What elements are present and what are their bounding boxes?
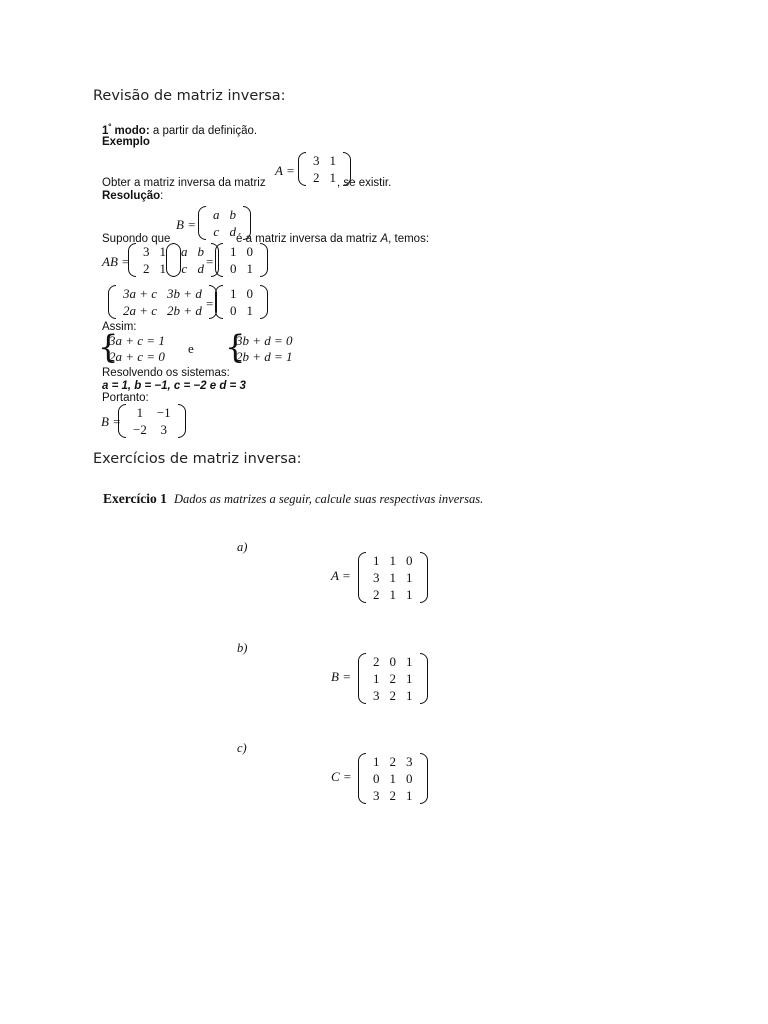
cell: 1	[373, 671, 380, 686]
product-matrix	[108, 285, 217, 319]
cell: 0	[389, 654, 396, 669]
mode-description: a partir da definição.	[152, 124, 258, 137]
cell: 1	[406, 570, 413, 585]
item-a-letter: a)	[237, 540, 248, 554]
item-a-label: A =	[331, 568, 351, 583]
cell: 2	[373, 654, 380, 669]
cell: a	[213, 207, 220, 222]
identity-matrix	[215, 243, 268, 277]
system-1-eq-2: 2a + c = 0	[109, 349, 165, 364]
cell: 1	[159, 261, 166, 276]
cell: b	[197, 244, 204, 259]
B-result-table	[128, 404, 176, 438]
item-c-matrix	[358, 753, 428, 804]
system-2-eq-1: 3b + d = 0	[236, 333, 293, 348]
product-table	[118, 285, 207, 319]
cell: 3b + d	[167, 286, 202, 301]
cell: 1	[329, 153, 336, 168]
item-c-table	[368, 753, 418, 804]
cell: 2	[373, 587, 380, 602]
cell: 1	[389, 553, 396, 568]
cell: 1	[406, 654, 413, 669]
cell: 0	[246, 286, 253, 301]
cell: −1	[156, 405, 171, 420]
cell: 1	[246, 261, 253, 276]
solution-text: a = 1, b = −1, c = −2 e d = 3	[102, 380, 246, 392]
cell: 1	[389, 570, 396, 585]
AB-label: AB =	[102, 254, 130, 269]
cell: 2	[389, 671, 396, 686]
cell: 1	[230, 286, 237, 301]
therefore-text: Portanto:	[102, 392, 149, 404]
mode-line	[102, 122, 257, 137]
cell: 0	[406, 553, 413, 568]
cell: 3	[143, 244, 150, 259]
obtain-text: Obter a matriz inversa da matriz	[102, 177, 266, 189]
item-b-letter: b)	[237, 641, 248, 655]
cell: c	[213, 224, 220, 239]
cell: c	[181, 261, 188, 276]
if-exists-text: , se existir.	[337, 177, 392, 189]
identity-matrix-2	[215, 285, 268, 319]
cell: 1	[136, 405, 144, 420]
cell: 3	[313, 153, 320, 168]
cell: d	[197, 261, 204, 276]
exercise-title: Exercício 1	[103, 491, 167, 506]
item-b-matrix	[358, 653, 428, 704]
item-c-letter: c)	[237, 741, 247, 755]
cell: 3	[373, 688, 380, 703]
cell: −2	[133, 422, 147, 437]
cell: 1	[373, 754, 380, 769]
equals-sign: =	[206, 296, 214, 311]
cell: d	[229, 224, 236, 239]
cell: 3	[406, 754, 413, 769]
AB-matrix-B-table	[176, 243, 209, 277]
identity-table-2	[225, 285, 258, 319]
cell: 2a + c	[123, 303, 158, 318]
cell: 1	[373, 553, 380, 568]
item-a-matrix	[358, 552, 428, 603]
cell: 1	[389, 587, 396, 602]
mode-label: modo:	[114, 124, 150, 137]
review-heading: Revisão de matriz inversa:	[93, 88, 286, 104]
system-2-eq-2: 2b + d = 1	[236, 349, 293, 364]
system-1-brace: {	[98, 328, 119, 366]
cell: a	[181, 244, 188, 259]
B-result-label: B =	[101, 414, 121, 429]
cell: 2	[389, 754, 396, 769]
cell: 2	[313, 170, 320, 185]
mode-superscript: º	[108, 122, 112, 131]
resolution-colon: :	[160, 190, 164, 202]
cell: 2	[143, 261, 150, 276]
item-b-table	[368, 653, 418, 704]
exercise-title-line	[103, 491, 483, 507]
we-have-text: , temos:	[388, 233, 430, 245]
cell: 1	[406, 688, 413, 703]
cell: 0	[406, 771, 413, 786]
solving-text: Resolvendo os sistemas:	[102, 367, 230, 379]
cell: 1	[230, 244, 237, 259]
exercises-heading: Exercícios de matriz inversa:	[93, 451, 302, 467]
system-1-eq-1: 3a + c = 1	[109, 333, 165, 348]
item-c-label: C =	[331, 769, 352, 784]
cell: 3	[373, 788, 380, 803]
is-inverse-text: é a matriz inversa da matriz	[236, 233, 378, 245]
matrix-A-label: A =	[275, 163, 295, 178]
system-2-brace: {	[225, 328, 246, 366]
example-label: Exemplo	[102, 136, 150, 148]
cell: 2	[389, 688, 396, 703]
and-word: e	[188, 341, 194, 356]
resolution-label: Resolução	[102, 190, 161, 202]
cell: 1	[406, 788, 413, 803]
cell: 0	[373, 771, 380, 786]
exercise-instruction: Dados as matrizes a seguir, calcule suas respectivas inversas.	[173, 492, 484, 506]
cell: 1	[246, 303, 253, 318]
cell: 3	[160, 422, 168, 437]
cell: 0	[230, 303, 237, 318]
is-inverse-A: A	[380, 233, 389, 245]
cell: 2	[389, 788, 396, 803]
cell: 1	[406, 587, 413, 602]
supposing-text: Supondo que	[102, 233, 171, 245]
cell: 2b + d	[167, 303, 202, 318]
B-result-matrix	[118, 404, 186, 438]
cell: 1	[406, 671, 413, 686]
mode-number: 1	[102, 124, 109, 137]
cell: 1	[329, 170, 336, 185]
cell: 1	[159, 244, 166, 259]
item-b-label: B =	[331, 669, 351, 684]
identity-table	[225, 243, 258, 277]
matrix-B-label: B =	[176, 217, 196, 232]
cell: b	[229, 207, 236, 222]
equals-sign: =	[206, 254, 214, 269]
item-a-table	[368, 552, 418, 603]
cell: 0	[230, 261, 237, 276]
thus-text: Assim:	[102, 321, 137, 333]
resolution-line	[102, 190, 163, 202]
cell: 3	[373, 570, 380, 585]
cell: 0	[246, 244, 253, 259]
cell: 3a + c	[123, 286, 158, 301]
cell: 1	[389, 771, 396, 786]
